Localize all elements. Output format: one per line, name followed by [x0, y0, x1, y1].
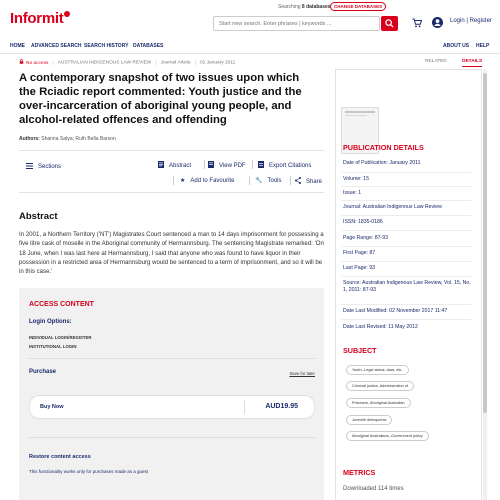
- no-access-label: No access: [26, 60, 49, 66]
- divider: [341, 246, 471, 247]
- view-pdf-label: View PDF: [219, 163, 246, 169]
- document-icon: [158, 161, 164, 168]
- toolbar-separator: [290, 176, 291, 185]
- divider: [341, 215, 471, 216]
- export-citations-label: Export Citations: [269, 163, 312, 169]
- tools-button[interactable]: [255, 177, 282, 184]
- institutional-login-link[interactable]: INSTITUTIONAL LOGIN: [29, 344, 77, 349]
- searching-info: [278, 4, 331, 10]
- purchase-label: Purchase: [29, 369, 57, 375]
- search-input[interactable]: [213, 16, 380, 31]
- article-date: 01 January 2011: [199, 60, 236, 66]
- detail-issn: ISSN: 1835-0186: [343, 219, 383, 225]
- detail-last-revised: Date Last Revised: 11 May 2012: [343, 324, 418, 330]
- detail-volume: Volume: 15: [343, 176, 369, 182]
- authors-names[interactable]: Shanna Satya; Ruth Bella Barson: [41, 136, 116, 142]
- publication-details-heading: PUBLICATION DETAILS: [343, 143, 424, 152]
- divider: [341, 200, 471, 201]
- subject-chip[interactable]: Youth--Legal status, laws, etc.: [346, 365, 409, 375]
- detail-date-of-publication: Date of Publication: January 2011: [343, 160, 421, 166]
- logo-text: Informit: [10, 10, 64, 27]
- search-icon: [385, 19, 394, 28]
- metrics-heading: METRICS: [343, 468, 376, 477]
- star-icon: ★: [180, 178, 186, 184]
- tools-label: Tools: [267, 178, 282, 184]
- toolbar-separator: [249, 176, 250, 185]
- abstract-text: In 2001, a Northern Territory ('NT') Magistrates Court sentenced a man to 14 days imprisonment for possessing a five litre cask of moselle in the Aboriginal community of Hermannsburg. The sentencing Magistrate remarked: 'On 18 June, when I was last here at Hermannsburg, I said that anyone who was found to have liquor in their possession in a restricted area of Hermannsburg would be sentenced to a term of imprisonment, and so it will be in this case.': [19, 231, 324, 276]
- nav-about-us[interactable]: ABOUT US: [443, 43, 470, 49]
- nav-help[interactable]: HELP: [476, 43, 490, 49]
- save-for-later-link[interactable]: Save for later: [289, 371, 315, 376]
- subject-chip[interactable]: Aboriginal Australians--Government policy: [346, 431, 429, 441]
- price: AUD19.95: [265, 403, 298, 410]
- cover-header-bar: [345, 111, 375, 113]
- toolbar-separator: [204, 160, 205, 169]
- nav-divider: [0, 53, 500, 54]
- nav-advanced-search[interactable]: ADVANCED SEARCH: [31, 43, 82, 49]
- authors-label: Authors:: [19, 136, 40, 142]
- divider: [19, 150, 324, 151]
- nav-search-history[interactable]: SEARCH HISTORY: [84, 43, 129, 49]
- abstract-button[interactable]: [158, 161, 191, 169]
- search-button[interactable]: [381, 16, 398, 31]
- logo-dot: [64, 11, 70, 17]
- toolbar-separator: [252, 160, 253, 169]
- article-type: Journal Article: [160, 60, 191, 66]
- user-icon[interactable]: [432, 17, 443, 28]
- database-count: 8 databases: [301, 4, 331, 10]
- detail-last-page: Last Page: 93: [343, 265, 376, 271]
- view-pdf-button[interactable]: [208, 161, 246, 169]
- divider: [19, 192, 324, 193]
- sections-label: Sections: [38, 164, 62, 170]
- abstract-heading: Abstract: [19, 211, 58, 222]
- menu-icon: [26, 163, 33, 169]
- nav-home[interactable]: HOME: [10, 43, 25, 49]
- toolbar-separator: [173, 176, 174, 185]
- detail-page-range: Page Range: 87-93: [343, 235, 388, 241]
- access-panel: [19, 288, 324, 500]
- header: [0, 0, 500, 38]
- subject-chip[interactable]: Criminal justice, Administration of: [346, 381, 414, 391]
- subject-chip[interactable]: Prisoners, Aboriginal Australian: [346, 398, 411, 408]
- scrollbar-thumb[interactable]: [483, 73, 487, 413]
- cart-icon[interactable]: [412, 18, 422, 28]
- share-button[interactable]: [295, 177, 322, 185]
- restore-access-note: This functionality works only for purchases made as a guest: [29, 469, 149, 474]
- change-databases-button[interactable]: CHANGE DATABASES: [330, 2, 386, 11]
- divider: [29, 437, 315, 438]
- detail-source: Source: Australian Indigenous Law Review, Vol. 15, No. 1, 2011: 87-93: [343, 280, 471, 294]
- divider: [341, 172, 471, 173]
- restore-access-heading[interactable]: Restore content access: [29, 454, 91, 460]
- export-icon: [258, 161, 264, 168]
- divider: [341, 319, 471, 320]
- detail-journal[interactable]: Journal: Australian Indigenous Law Review: [343, 204, 442, 210]
- divider: [341, 276, 471, 277]
- divider: [341, 186, 471, 187]
- buy-now-box[interactable]: [29, 395, 315, 419]
- download-count: Downloaded 114 times: [343, 486, 404, 492]
- cover-subheader-bar: [345, 115, 367, 116]
- no-access-badge: [19, 61, 48, 66]
- tab-details[interactable]: DETAILS: [462, 59, 482, 67]
- lock-icon: [19, 59, 24, 64]
- article-meta: No access | AUSTRALIAN INDIGENOUS LAW REVIEW | Journal Article | 01 January 2011: [19, 59, 235, 66]
- divider: [341, 230, 471, 231]
- add-to-favourite-label: Add to Favourite: [190, 178, 235, 184]
- tab-related[interactable]: RELATED: [425, 59, 447, 64]
- article-title: A contemporary snapshot of two issues upon which the Rciadic report commented: Youth justice and the over-incarceration of aboriginal young people, and alcohol-related offences and offending: [19, 72, 302, 127]
- divider: [29, 358, 315, 359]
- buy-now-label[interactable]: Buy Now: [40, 404, 64, 410]
- sections-button[interactable]: [26, 163, 61, 170]
- detail-issue: Issue: 1: [343, 190, 362, 196]
- buy-separator: [244, 400, 245, 414]
- nav-databases[interactable]: DATABASES: [133, 43, 164, 49]
- searching-label: Searching: [278, 4, 301, 10]
- subject-heading: SUBJECT: [343, 346, 377, 355]
- share-icon: [295, 177, 301, 184]
- share-label: Share: [306, 179, 323, 185]
- journal-name[interactable]: AUSTRALIAN INDIGENOUS LAW REVIEW: [57, 60, 152, 66]
- access-heading: ACCESS CONTENT: [29, 301, 94, 308]
- informit-logo[interactable]: [10, 10, 70, 27]
- divider: [341, 304, 471, 305]
- login-register-link[interactable]: Login | Register: [450, 18, 492, 24]
- authors: [19, 136, 116, 142]
- detail-last-modified: Date Last Modified: 02 November 2017 11:47: [343, 308, 448, 314]
- subject-chip[interactable]: Juvenile delinquents: [346, 415, 392, 425]
- individual-login-link[interactable]: INDIVIDUAL LOGIN/REGISTER: [29, 335, 92, 340]
- wrench-icon: 🔧: [255, 178, 263, 184]
- login-options-label: Login Options:: [29, 319, 72, 325]
- main-nav: [0, 41, 500, 53]
- export-citations-button[interactable]: [258, 161, 311, 169]
- add-to-favourite-button[interactable]: [180, 177, 234, 184]
- divider: [341, 261, 471, 262]
- detail-first-page: First Page: 87: [343, 250, 376, 256]
- pdf-icon: [208, 161, 214, 168]
- abstract-label: Abstract: [169, 163, 192, 169]
